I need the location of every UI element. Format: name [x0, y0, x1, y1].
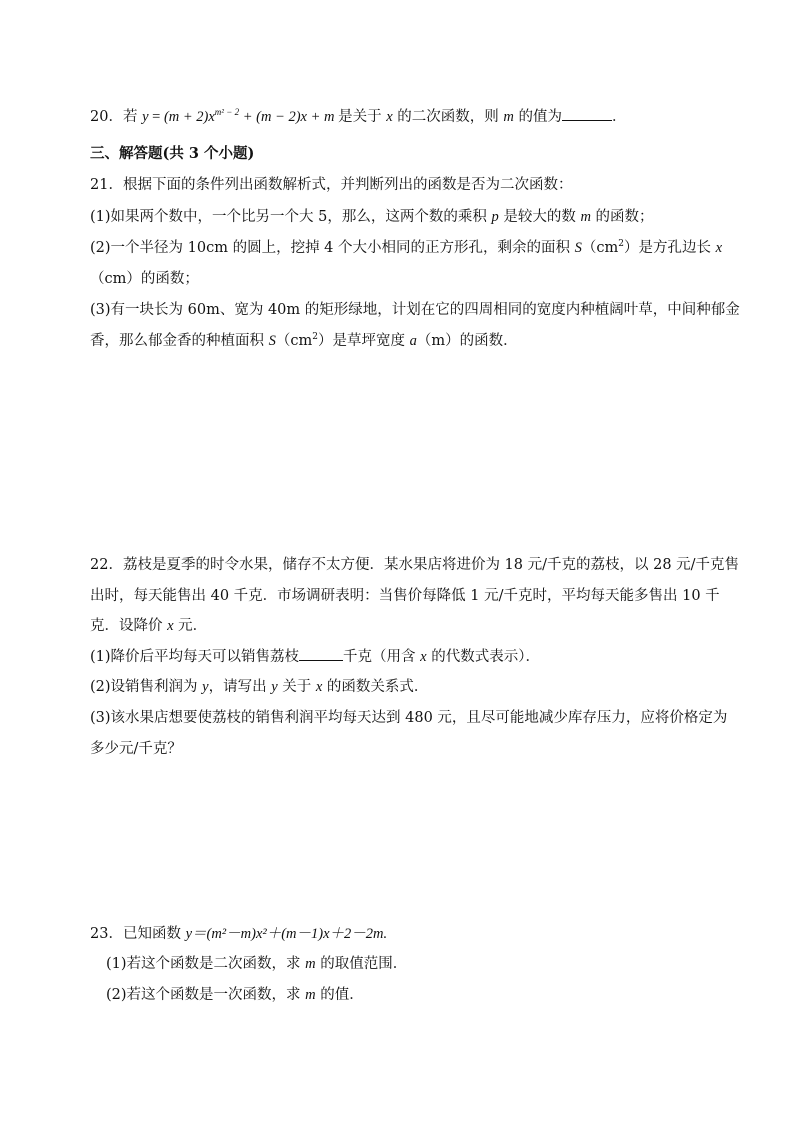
q22-part-3-line-1: (3)该水果店想要使荔枝的销售利润平均每天达到 480 元，且尽可能地减少库存压力，应将价格定为 [90, 710, 728, 726]
q22-part-3-line-2: 多少元/千克？ [90, 741, 182, 757]
q21-part-2-line-2: （cm）的函数； [90, 271, 199, 287]
q21-part-3-line-2: 香，那么郁金香的种植面积 $S(cm^2)$是草坪宽度 a（m）的函数． [90, 332, 518, 349]
q21-part-1: (1)如果两个数中，一个比另一个大 5，那么，这两个数的乘积 p 是较大的数 m 的函数； [90, 209, 654, 225]
q20-number: 20．若 [90, 109, 138, 125]
q22-answer-blank[interactable] [299, 646, 343, 661]
q23-part-1: (1)若这个函数是二次函数，求 m 的取值范围． [106, 956, 408, 972]
question-22-line-1: 22．荔枝是夏季的时令水果，储存不太方便．某水果店将进价为 18 元/千克的荔枝，以 28 元/千克售 [90, 557, 740, 573]
question-20: 20．若 $y = (m + 2)x^{m^2 - 2} + (m - 2)x + m$ 是关于 x 的二次函数，则 m 的值为 ． [90, 107, 627, 125]
q23-function: y＝(m²－m)x²＋(m－1)x＋2－2m. [185, 926, 388, 942]
q20-equation: $y = (m + 2)x^{m^2 - 2} + (m - 2)x + m$ [142, 107, 335, 125]
question-22-line-2: 出时，每天能售出 40 千克．市场调研表明：当售价每降低 1 元/千克时，平均每天能多售出 10 千 [90, 588, 720, 604]
question-21-intro: 21．根据下面的条件列出函数解析式，并判断列出的函数是否为二次函数： [90, 177, 573, 193]
q22-part-2: (2)设销售利润为 y，请写出 y 关于 x 的函数关系式． [90, 679, 429, 695]
q22-part-1: (1)降价后平均每天可以销售荔枝 千克（用含 x 的代数式表示）． [90, 646, 540, 667]
question-23: 23．已知函数 y＝(m²－m)x²＋(m－1)x＋2－2m. [90, 926, 388, 942]
question-22-line-3: 克．设降价 x 元． [90, 618, 208, 634]
q21-part-3-line-1: (3)有一块长为 60m、宽为 40m 的矩形绿地，计划在它的四周相同的宽度内种植阔叶草，中间种郁金 [90, 302, 740, 318]
q20-answer-blank[interactable] [562, 106, 612, 121]
section-heading: 三、解答题(共 3 个小题) [90, 145, 255, 162]
q21-part-2-line-1: (2)一个半径为 10cm 的圆上，挖掉 4 个大小相同的正方形孔，剩余的面积 $S(cm^2)$是方孔边长 x [90, 239, 723, 256]
q23-part-2: (2)若这个函数是一次函数，求 m 的值． [106, 987, 364, 1003]
